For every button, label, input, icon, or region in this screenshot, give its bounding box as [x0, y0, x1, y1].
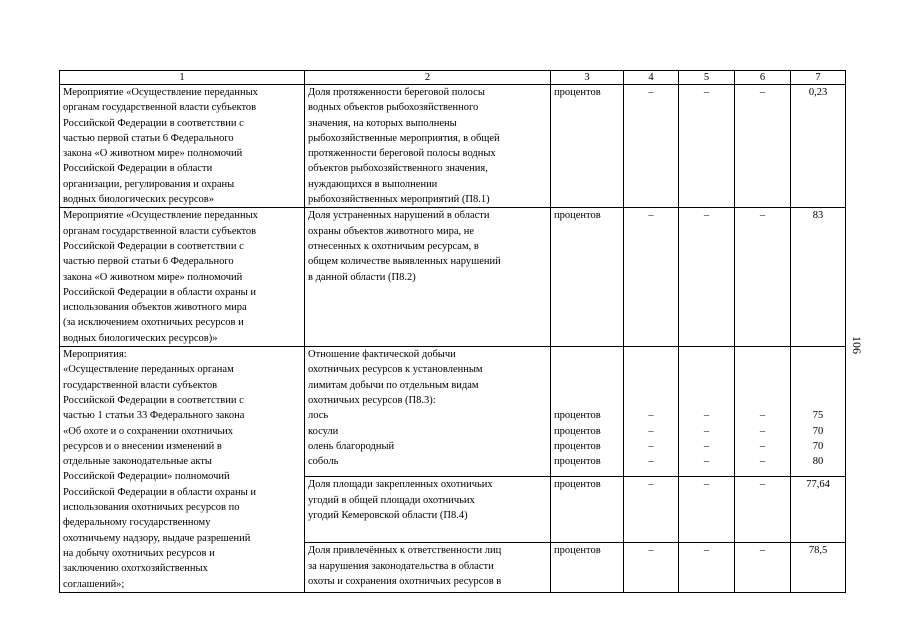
- text-line: охотничьих ресурсов (П8.3):: [308, 394, 436, 406]
- text-line: Доля устраненных нарушений в области: [308, 210, 490, 222]
- text-line: водных биологических ресурсов»: [63, 194, 214, 206]
- value-cell-4: –: [624, 208, 679, 347]
- value-cell-7: 77,64: [791, 477, 846, 543]
- species-name: лось: [308, 410, 329, 422]
- unit-cell: процентов: [551, 85, 624, 208]
- text-line: ресурсов и о внесении изменений в: [63, 440, 222, 452]
- text-line: значения, на которых выполнены: [308, 117, 457, 129]
- value-cell-6: –: [735, 208, 791, 347]
- indicator-intro: [308, 347, 547, 408]
- text-line: отнесенных к охотничьим ресурсам, в: [308, 240, 479, 252]
- unit-cell: процентов: [551, 477, 624, 543]
- species-value: –: [703, 440, 710, 452]
- species-value: –: [648, 440, 654, 452]
- value-cell-6: –: [735, 85, 791, 208]
- text-line: Доля привлечённых к ответственности лиц: [308, 545, 502, 557]
- value-cell-7: [791, 347, 846, 477]
- species-value: –: [703, 456, 710, 468]
- value-cell-4: [624, 347, 679, 477]
- text-line: федеральному государственному: [63, 517, 211, 529]
- value-cell-7: 78,5: [791, 543, 846, 593]
- indicator-cell: [305, 85, 551, 208]
- text-line: Мероприятие «Осуществление переданных: [63, 210, 258, 222]
- value-cell-5: –: [679, 543, 735, 593]
- text-line: охотничьему надзору, выдаче разрешений: [63, 532, 251, 544]
- species-value: 80: [812, 456, 824, 468]
- value-cell-5: [679, 347, 735, 477]
- species-name: косули: [308, 425, 339, 437]
- event-cell: [60, 85, 305, 208]
- text-line: в данной области (П8.2): [308, 271, 416, 283]
- text-line: общем количестве выявленных нарушений: [308, 256, 501, 268]
- text-line: организации, регулирования и охраны: [63, 178, 235, 190]
- program-table: [59, 70, 846, 593]
- value-cell-4: –: [624, 477, 679, 543]
- col-header-7: 7: [791, 71, 846, 85]
- value-cell-7: 83: [791, 208, 846, 347]
- text-line: за нарушения законодательства в области: [308, 560, 494, 572]
- value-cell-6: [735, 347, 791, 477]
- text-line: закона «О животном мире» полномочий: [63, 271, 243, 283]
- col-header-5: 5: [679, 71, 735, 85]
- text-line: Российской Федерации в соответствии с: [63, 394, 244, 406]
- species-value: –: [703, 410, 710, 422]
- species-value: –: [648, 410, 654, 422]
- text-line: водных биологических ресурсов)»: [63, 332, 218, 344]
- text-line: на добычу охотничьих ресурсов и: [63, 547, 215, 559]
- col-header-4: 4: [624, 71, 679, 85]
- value-cell-5: –: [679, 85, 735, 208]
- page-number: 106: [850, 336, 864, 354]
- text-line: рыбохозяйственные мероприятия, в общей: [308, 132, 500, 144]
- text-line: Российской Федерации в области охраны и: [63, 486, 256, 498]
- text-line: органам государственной власти субъектов: [63, 225, 257, 237]
- value-cell-7: 0,23: [791, 85, 846, 208]
- unit-cell: [551, 347, 624, 477]
- species-value: 75: [812, 410, 824, 422]
- event-cell: [60, 347, 305, 593]
- text-line: заключению охотхозяйственных: [63, 563, 208, 575]
- text-line: использования охотничьих ресурсов по: [63, 502, 240, 514]
- table-row: [60, 85, 846, 208]
- unit-cell: процентов: [551, 543, 624, 593]
- indicator-cell: [305, 543, 551, 593]
- species-unit: процентов: [554, 440, 601, 452]
- species-value: –: [703, 425, 710, 437]
- text-line: использования объектов животного мира: [63, 302, 247, 314]
- text-line: органам государственной власти субъектов: [63, 102, 257, 114]
- species-unit: процентов: [554, 410, 601, 422]
- event-cell: [60, 208, 305, 347]
- text-line: нуждающихся в выполнении: [308, 178, 438, 190]
- text-line: «Об охоте и о сохранении охотничьих: [63, 425, 234, 437]
- indicator-cell: [305, 347, 551, 477]
- indicator-cell: [305, 477, 551, 543]
- value-cell-6: –: [735, 543, 791, 593]
- value-cell-5: –: [679, 477, 735, 543]
- text-line: охоты и сохранения охотничьих ресурсов в: [308, 575, 502, 587]
- species-value: –: [759, 410, 766, 422]
- text-line: государственной власти субъектов: [63, 379, 218, 391]
- unit-cell: процентов: [551, 208, 624, 347]
- text-line: Мероприятие «Осуществление переданных: [63, 87, 258, 98]
- text-line: угодий в общей площади охотничьих: [308, 494, 475, 506]
- value-cell-5: –: [679, 208, 735, 347]
- text-line: соглашений»;: [63, 578, 125, 590]
- text-line: Российской Федерации в области охраны и: [63, 286, 256, 298]
- col-header-2: 2: [305, 71, 551, 85]
- value-cell-4: –: [624, 543, 679, 593]
- text-line: «Осуществление переданных органам: [63, 364, 234, 376]
- col-header-3: 3: [551, 71, 624, 85]
- text-line: Российской Федерации в соответствии с: [63, 117, 244, 129]
- text-line: частью первой статьи 6 Федерального: [63, 132, 234, 144]
- text-line: частью первой статьи 6 Федерального: [63, 256, 234, 268]
- column-number-row: [60, 71, 846, 85]
- col-header-1: 1: [60, 71, 305, 85]
- species-value: 70: [812, 425, 824, 437]
- text-line: лимитам добычи по отдельным видам: [308, 379, 479, 391]
- species-value: –: [648, 456, 654, 468]
- text-line: Отношение фактической добычи: [308, 349, 456, 361]
- text-line: угодий Кемеровской области (П8.4): [308, 509, 468, 521]
- species-value: –: [648, 425, 654, 437]
- text-line: Мероприятия:: [63, 349, 127, 361]
- text-line: протяженности береговой полосы водных: [308, 148, 496, 160]
- text-line: охотничьих ресурсов к установленным: [308, 364, 483, 376]
- species-value: 70: [812, 440, 824, 452]
- text-line: закона «О животном мире» полномочий: [63, 148, 243, 160]
- table-row: [60, 347, 846, 477]
- text-line: частью 1 статьи 33 Федерального закона: [63, 410, 245, 422]
- species-value: –: [759, 456, 766, 468]
- text-line: Доля протяженности береговой полосы: [308, 87, 485, 98]
- col-header-6: 6: [735, 71, 791, 85]
- table-row: [60, 208, 846, 347]
- species-name: олень благородный: [308, 440, 395, 452]
- species-value: –: [759, 440, 766, 452]
- species-value: –: [759, 425, 766, 437]
- text-line: (за исключением охотничьих ресурсов и: [63, 317, 244, 329]
- species-unit: процентов: [554, 456, 601, 468]
- text-line: рыбохозяйственных мероприятий (П8.1): [308, 194, 490, 206]
- text-line: объектов рыбохозяйственного значения,: [308, 163, 488, 175]
- text-line: охраны объектов животного мира, не: [308, 225, 475, 237]
- value-cell-6: –: [735, 477, 791, 543]
- value-cell-4: –: [624, 85, 679, 208]
- text-line: отдельные законодательные акты: [63, 456, 212, 468]
- text-line: Доля площади закрепленных охотничьих: [308, 479, 493, 491]
- text-line: водных объектов рыбохозяйственного: [308, 102, 479, 114]
- species-unit: процентов: [554, 425, 601, 437]
- text-line: Российской Федерации» полномочий: [63, 471, 230, 483]
- text-line: Российской Федерации в соответствии с: [63, 240, 244, 252]
- species-name: соболь: [308, 456, 339, 468]
- indicator-cell: [305, 208, 551, 347]
- text-line: Российской Федерации в области: [63, 163, 213, 175]
